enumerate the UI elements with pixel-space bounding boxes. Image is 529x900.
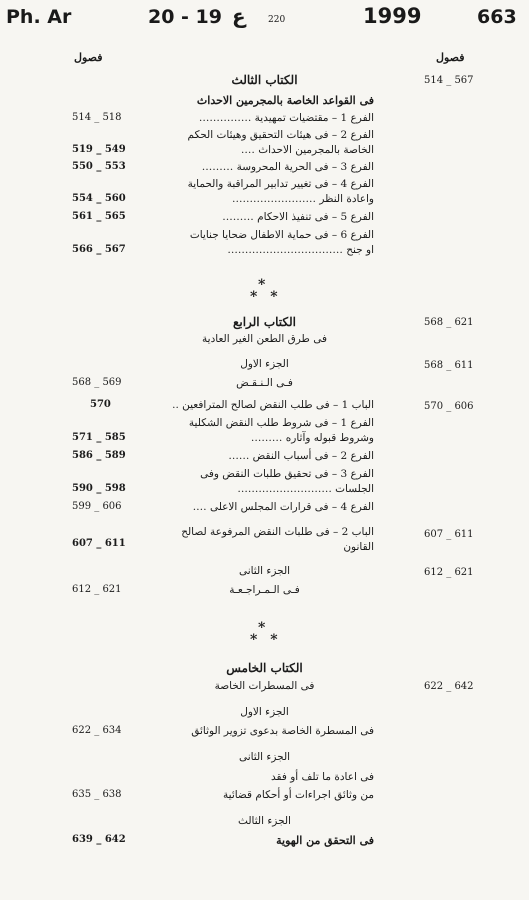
book3-title: الكتاب الثالث bbox=[231, 73, 298, 87]
book5-part1-title: الجزء الاول bbox=[240, 706, 289, 718]
book4-part2-title: الجزء الثانى bbox=[238, 565, 291, 577]
handwritten-shelfmark: Ph. Ar bbox=[6, 6, 72, 28]
book3-item-range: 554 _ 560 bbox=[72, 193, 126, 204]
book3-item-range: 519 _ 549 bbox=[72, 144, 126, 155]
book3-range: 514 _ 567 bbox=[424, 75, 474, 86]
book3-item-range: 514 _ 518 bbox=[72, 112, 122, 123]
book3-item: الفرع 5 – فى تنفيذ الاحكام ……… bbox=[222, 211, 374, 223]
book3-item: الخاصة بالمجرمين الاحداث …. bbox=[241, 144, 374, 156]
asterism-top: * bbox=[258, 277, 270, 293]
book3-item: او جنح …………………………… bbox=[227, 244, 374, 256]
asterism-top: * bbox=[258, 620, 270, 636]
book4-chapter2: الباب 2 – فى طلبات النقض المرفوعة لصالح bbox=[181, 526, 374, 538]
book5-range: 622 _ 642 bbox=[424, 681, 474, 692]
book4-range: 568 _ 621 bbox=[424, 317, 474, 328]
book4-item: الفرع 1 – فى شروط طلب النقض الشكلية bbox=[188, 417, 374, 429]
book4-item: الفرع 3 – فى تحقيق طلبات النقض وفى bbox=[200, 468, 374, 480]
book3-item-range: 561 _ 565 bbox=[72, 211, 126, 222]
book4-item: وشروط قبوله وآثاره ……… bbox=[250, 432, 374, 444]
handwritten-range: 20 - 19 bbox=[148, 6, 222, 28]
asterism: * * bbox=[250, 289, 282, 305]
book4-item-range: 571 _ 585 bbox=[72, 432, 126, 443]
book4-part1-range: 568 _ 611 bbox=[424, 360, 474, 371]
column-label-left: فصول bbox=[74, 51, 103, 64]
book5-part2-label: فى اعادة ما تلف أو فقد bbox=[271, 771, 374, 783]
book3-item-range: 566 _ 567 bbox=[72, 244, 126, 255]
book4-chapter2-cont: القانون bbox=[343, 541, 374, 553]
book5-part2-range: 635 _ 638 bbox=[72, 789, 122, 800]
book3-subtitle: فى القواعد الخاصة بالمجرمين الاحداث bbox=[196, 94, 374, 107]
book5-title: الكتاب الخامس bbox=[226, 661, 303, 675]
book3-item: الفرع 6 – فى حماية الاطفال ضحايا جنايات bbox=[189, 229, 374, 241]
book4-part1-subtitle: فـى الـنـقـض bbox=[236, 377, 293, 389]
column-label-right: فصول bbox=[436, 51, 465, 64]
asterism: * * bbox=[250, 632, 282, 648]
book4-item-range: 590 _ 598 bbox=[72, 483, 126, 494]
book4-part1-title: الجزء الاول bbox=[240, 358, 289, 370]
handwritten-letter: ع bbox=[232, 4, 246, 28]
book4-chapter1: الباب 1 – فى طلب النقض لصالح المترافعين .. bbox=[172, 399, 374, 411]
book4-chapter2-label-range: 607 _ 611 bbox=[72, 538, 126, 549]
book3-item: الفرع 3 – فى الحرية المحروسة ……… bbox=[201, 161, 374, 173]
book4-title: الكتاب الرابع bbox=[232, 315, 297, 329]
book5-part3-range: 639 _ 642 bbox=[72, 834, 126, 845]
book4-chapter1-num: 570 bbox=[90, 399, 111, 410]
book5-part2-label-cont: من وثائق اجراءات أو أحكام قضائية bbox=[223, 789, 374, 801]
book5-part1-label: فى المسطرة الخاصة بدعوى تزوير الوثائق bbox=[191, 725, 374, 737]
book4-chapter2-range: 607 _ 611 bbox=[424, 529, 474, 540]
book4-subtitle: فى طرق الطعن الغير العادية bbox=[202, 333, 327, 345]
book4-chapter1-range: 570 _ 606 bbox=[424, 401, 474, 412]
book4-item: الفرع 4 – فى قرارات المجلس الاعلى …. bbox=[192, 501, 374, 513]
book3-item: واعادة النظر …………………… bbox=[232, 193, 374, 205]
book4-part1-subtitle-range: 568 _ 569 bbox=[72, 377, 122, 388]
book5-part3-title: الجزء الثالث bbox=[238, 815, 291, 827]
book4-item: الجلسات ……………………… bbox=[237, 483, 374, 495]
book5-part2-title: الجزء الثانى bbox=[238, 751, 291, 763]
handwritten-folio: 663 bbox=[477, 6, 517, 28]
book4-item: الفرع 2 – فى أسباب النقض …… bbox=[228, 450, 374, 462]
book5-part1-range: 622 _ 634 bbox=[72, 725, 122, 736]
book4-part2-range: 612 _ 621 bbox=[424, 567, 474, 578]
handwritten-year: 1999 bbox=[363, 4, 422, 28]
book4-item-range: 586 _ 589 bbox=[72, 450, 126, 461]
book4-part2-subtitle-range: 612 _ 621 bbox=[72, 584, 122, 595]
book3-item: الفرع 2 – فى هيئات التحقيق وهيئات الحكم bbox=[187, 129, 374, 141]
book5-part3-label: فى التحقق من الهوية bbox=[276, 834, 374, 847]
book3-item-range: 550 _ 553 bbox=[72, 161, 126, 172]
book3-item: الفرع 4 – فى تغيير تدابير المراقبة والحماية bbox=[187, 178, 374, 190]
page-number: 220 bbox=[268, 15, 286, 25]
book3-item: الفرع 1 – مقتضيات تمهيدية …………… bbox=[198, 112, 374, 124]
book5-subtitle: فى المسطرات الخاصة bbox=[214, 680, 315, 692]
book4-part2-subtitle: فـى الـمـراجـعـة bbox=[229, 584, 300, 596]
book4-item-range: 599 _ 606 bbox=[72, 501, 122, 512]
